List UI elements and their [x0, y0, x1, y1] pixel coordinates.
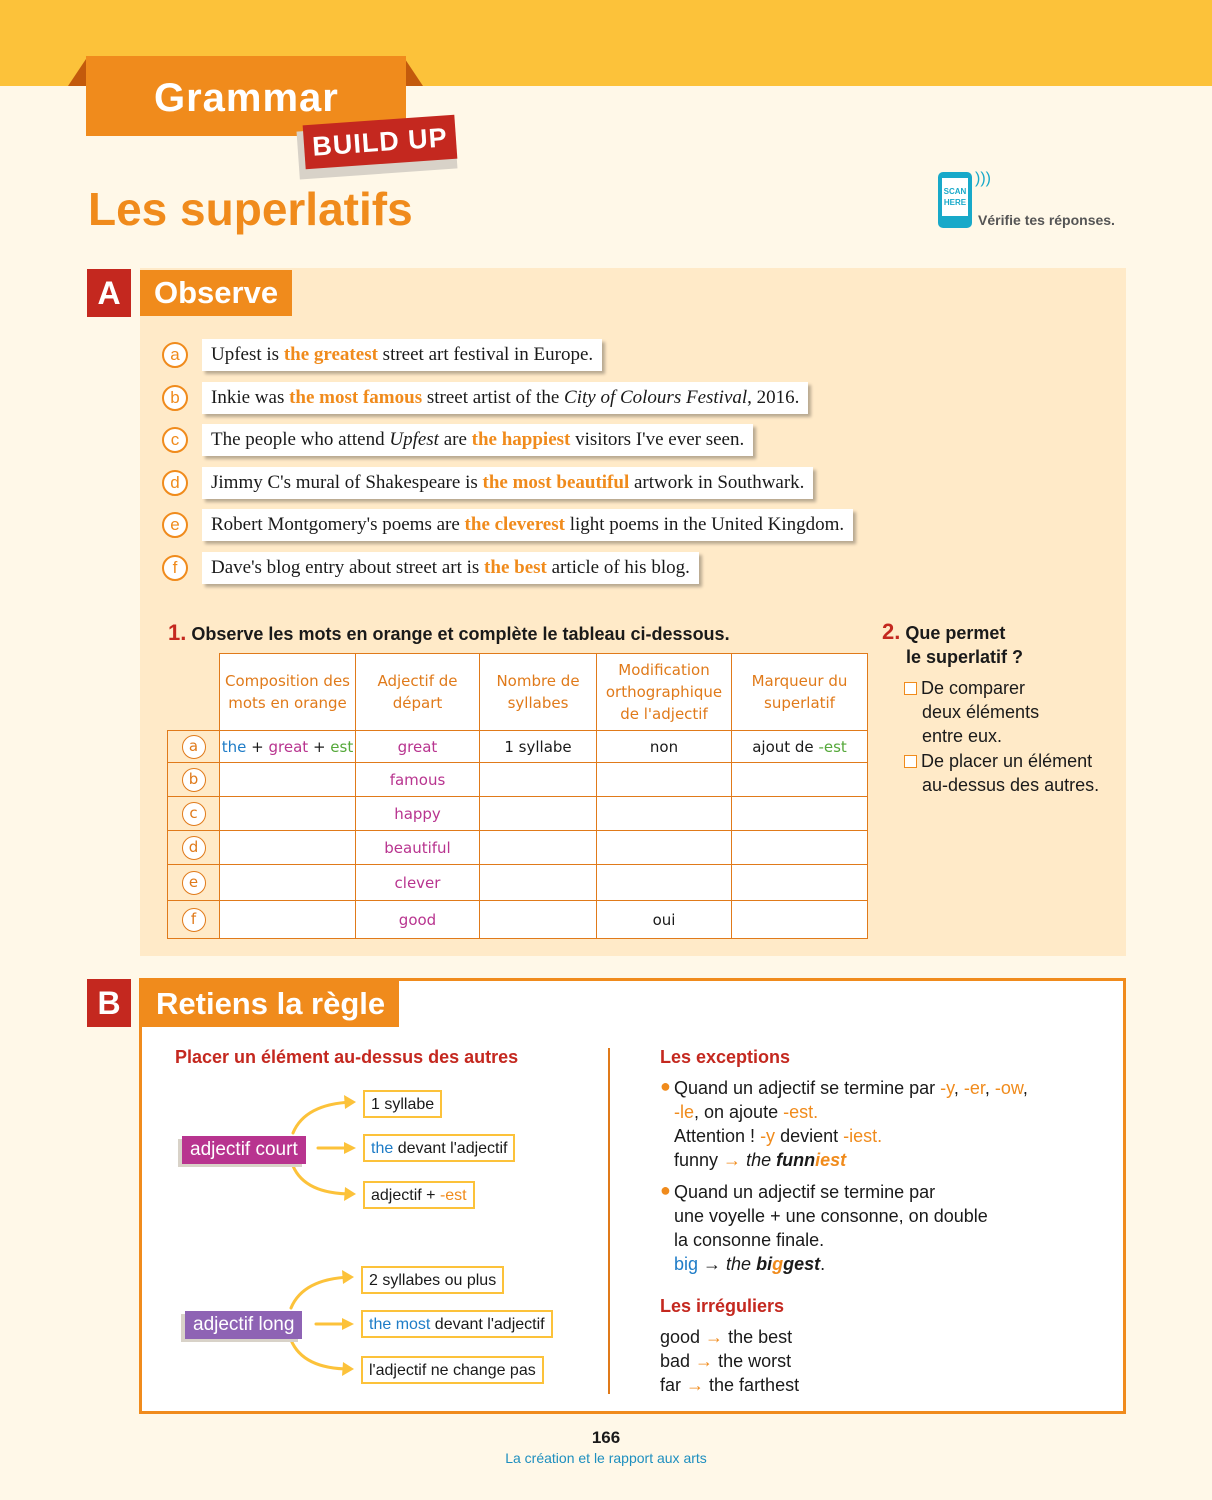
sentence-text: visitors I've ever seen. [570, 429, 745, 450]
rule-keyword: the most [369, 1316, 431, 1333]
sentence-text: Inkie was [211, 387, 290, 408]
arrowhead-icon [344, 1095, 356, 1109]
sentence-text: Jimmy C's mural of Shakespeare is [211, 472, 483, 493]
exception-example [674, 1252, 825, 1276]
irregulars-heading: Les irréguliers [660, 1296, 785, 1316]
sentence-text: street artist of the [422, 387, 565, 408]
composition-suffix: est [330, 737, 354, 756]
rule-one-syllable: 1 syllabe [363, 1090, 442, 1118]
header-composition: Composition des mots en orange [220, 654, 356, 731]
modification-cell[interactable]: oui [597, 901, 732, 939]
sentence-marker: b [162, 385, 188, 411]
section-a-letter: A [87, 269, 131, 317]
rule-suffix: -est [439, 1187, 467, 1204]
arrowhead-icon [344, 1187, 356, 1201]
row-marker: b [182, 768, 206, 792]
text: , [953, 1078, 964, 1098]
arrowhead-icon [342, 1318, 354, 1330]
signal-waves-icon: ))) [975, 170, 991, 187]
irregular-result: the worst [718, 1351, 792, 1371]
text: Attention ! [674, 1126, 761, 1146]
question-number: 1. [168, 620, 187, 645]
suffix-text: -iest. [843, 1126, 883, 1146]
example-suffix: iest [815, 1150, 847, 1170]
irregular-base: bad [660, 1351, 691, 1371]
rule-the-before [363, 1134, 515, 1162]
irregular-base: good [660, 1327, 701, 1347]
sentence-text: are [438, 429, 472, 450]
option-text: De placer un élément [921, 751, 1093, 771]
row-marker: d [182, 836, 206, 860]
exceptions-heading: Les exceptions [660, 1047, 791, 1067]
arrow-icon: → [698, 1254, 727, 1274]
exception-text [674, 1076, 1028, 1100]
example-the: the [726, 1254, 757, 1274]
text: devient [775, 1126, 844, 1146]
sentence-text: artwork in Southwark. [629, 472, 805, 493]
page-number: 166 [591, 1428, 621, 1447]
arrow-icon: → [700, 1327, 729, 1347]
section-a-label: Observe [140, 270, 292, 316]
bullet-icon: ● [660, 1076, 671, 1096]
footer-subtitle: La création et le rapport aux arts [505, 1450, 707, 1466]
sentence-text: light poems in the United Kingdom. [564, 514, 845, 535]
header-syllables: Nombre de syllabes [480, 654, 597, 731]
text: , on ajoute [694, 1102, 784, 1122]
arrowhead-icon [344, 1142, 356, 1154]
scan-label: SCAN HERE [942, 178, 968, 216]
arrow-icon [293, 1166, 352, 1194]
adjective-cell: great [356, 731, 480, 763]
rule-add-est [363, 1181, 475, 1209]
example-stem: bi [756, 1254, 773, 1274]
irregular-item [660, 1325, 792, 1349]
rule-the-most-before [361, 1310, 553, 1338]
text: Quand un adjectif se termine par [674, 1078, 941, 1098]
scan-text: Vérifie tes réponses. [978, 212, 1115, 228]
row-marker: f [182, 908, 206, 932]
sentence-text: street art festival in Europe. [377, 344, 594, 365]
tag-short-adjective: adjectif court [182, 1136, 306, 1164]
row-marker: e [182, 871, 206, 895]
irregular-item [660, 1373, 799, 1397]
marker-text: ajout de [752, 737, 819, 756]
section-b-label: Retiens la règle [142, 981, 399, 1027]
question-text: Que permet [905, 623, 1006, 643]
arrowhead-icon [342, 1270, 354, 1284]
suffix-text: -ow [994, 1078, 1023, 1098]
rule-text: devant l'adjectif [393, 1140, 508, 1157]
left-heading: Placer un élément au-dessus des autres [175, 1047, 519, 1067]
header-marker: Marqueur du superlatif [732, 654, 868, 731]
arrow-icon: → [718, 1150, 747, 1170]
page-title: Les superlatifs [88, 183, 413, 235]
superlative-highlight: the happiest [471, 429, 571, 450]
sentence-text: Upfest is [211, 344, 284, 365]
adjective-cell: famous [356, 763, 480, 797]
exception-text [674, 1124, 882, 1148]
adjective-cell: happy [356, 797, 480, 831]
row-marker: c [182, 802, 206, 826]
sentence-italic: City of Colours Festival [564, 387, 748, 408]
header-adjective: Adjectif de départ [356, 654, 480, 731]
banner-title: Grammar [154, 76, 339, 120]
plus-sign: + [246, 737, 269, 756]
sentence-text: , 2016. [747, 387, 800, 408]
option-text: entre eux. [922, 726, 1003, 746]
irregular-item [660, 1349, 791, 1373]
sentence-text: The people who attend [211, 429, 390, 450]
modification-cell[interactable]: non [597, 731, 732, 763]
suffix-text: -er [963, 1078, 985, 1098]
sentence-marker: d [162, 470, 188, 496]
sentence-marker: e [162, 512, 188, 538]
question-number: 2. [882, 619, 901, 644]
adjective-cell: beautiful [356, 831, 480, 865]
exception-text: la consonne finale. [674, 1230, 825, 1250]
superlative-highlight: the best [484, 557, 547, 578]
arrow-icon [293, 1102, 352, 1133]
rule-text: adjectif + [371, 1187, 440, 1204]
suffix-text: -y [940, 1078, 954, 1098]
bullet-icon: ● [660, 1180, 671, 1200]
sentence-marker: f [162, 555, 188, 581]
composition-the: the [221, 737, 247, 756]
adjective-cell: good [356, 901, 480, 939]
superlative-highlight: the most famous [289, 387, 423, 408]
plus-sign: + [308, 737, 331, 756]
buildup-badge: BUILD UP [303, 115, 458, 169]
rule-keyword: the [371, 1140, 394, 1157]
sentence-text: Dave's blog entry about street art is [211, 557, 485, 578]
exception-example [674, 1148, 846, 1172]
row-marker: a [182, 735, 206, 759]
option-text: au-dessus des autres. [922, 775, 1100, 795]
example-suffix: gest [783, 1254, 821, 1274]
sentence-marker: a [162, 342, 188, 368]
superlative-highlight: the cleverest [464, 514, 565, 535]
section-b-letter: B [87, 979, 131, 1027]
arrow-icon [291, 1277, 350, 1308]
example-doubled-consonant: g [772, 1254, 784, 1274]
rule-two-syllables: 2 syllabes ou plus [361, 1266, 504, 1294]
marker-suffix: -est [818, 737, 847, 756]
suffix-text: -le [674, 1102, 695, 1122]
arrow-icon: → [681, 1375, 710, 1395]
exception-text: Quand un adjectif se termine par [674, 1182, 936, 1202]
example-word: funny [674, 1150, 719, 1170]
irregular-result: the best [728, 1327, 793, 1347]
option-text: De comparer [921, 678, 1026, 698]
superlative-highlight: the greatest [283, 344, 378, 365]
sentence-marker: c [162, 427, 188, 453]
suffix-text: -est. [783, 1102, 819, 1122]
arrow-icon: → [690, 1351, 719, 1371]
arrowhead-icon [342, 1362, 354, 1376]
text: , [984, 1078, 995, 1098]
exception-text: une voyelle + une consonne, on double [674, 1206, 988, 1226]
syllables-cell[interactable]: 1 syllabe [480, 731, 597, 763]
arrow-icon [291, 1340, 350, 1369]
example-word: big [674, 1254, 699, 1274]
sentence-text: article of his blog. [546, 557, 690, 578]
adjective-cell: clever [356, 865, 480, 901]
tag-long-adjective: adjectif long [185, 1311, 302, 1339]
irregular-result: the farthest [709, 1375, 800, 1395]
example-the: the [746, 1150, 777, 1170]
question-text: Observe les mots en orange et complète le tableau ci-dessous. [191, 624, 730, 644]
option-text: deux éléments [922, 702, 1040, 722]
text: . [820, 1254, 826, 1274]
header-modification: Modification orthographique de l'adjectif [597, 654, 732, 731]
rule-no-change: l'adjectif ne change pas [361, 1356, 544, 1384]
sentence-italic: Upfest [389, 429, 439, 450]
composition-adjective: great [268, 737, 309, 756]
suffix-text: -y [760, 1126, 776, 1146]
example-stem: funn [776, 1150, 816, 1170]
rule-text: devant l'adjectif [430, 1316, 545, 1333]
exception-text [674, 1100, 818, 1124]
irregular-base: far [660, 1375, 682, 1395]
question-text: le superlatif ? [906, 647, 1024, 667]
sentence-text: Robert Montgomery's poems are [211, 514, 465, 535]
text: , [1022, 1078, 1028, 1098]
superlative-highlight: the most beautiful [482, 472, 630, 493]
